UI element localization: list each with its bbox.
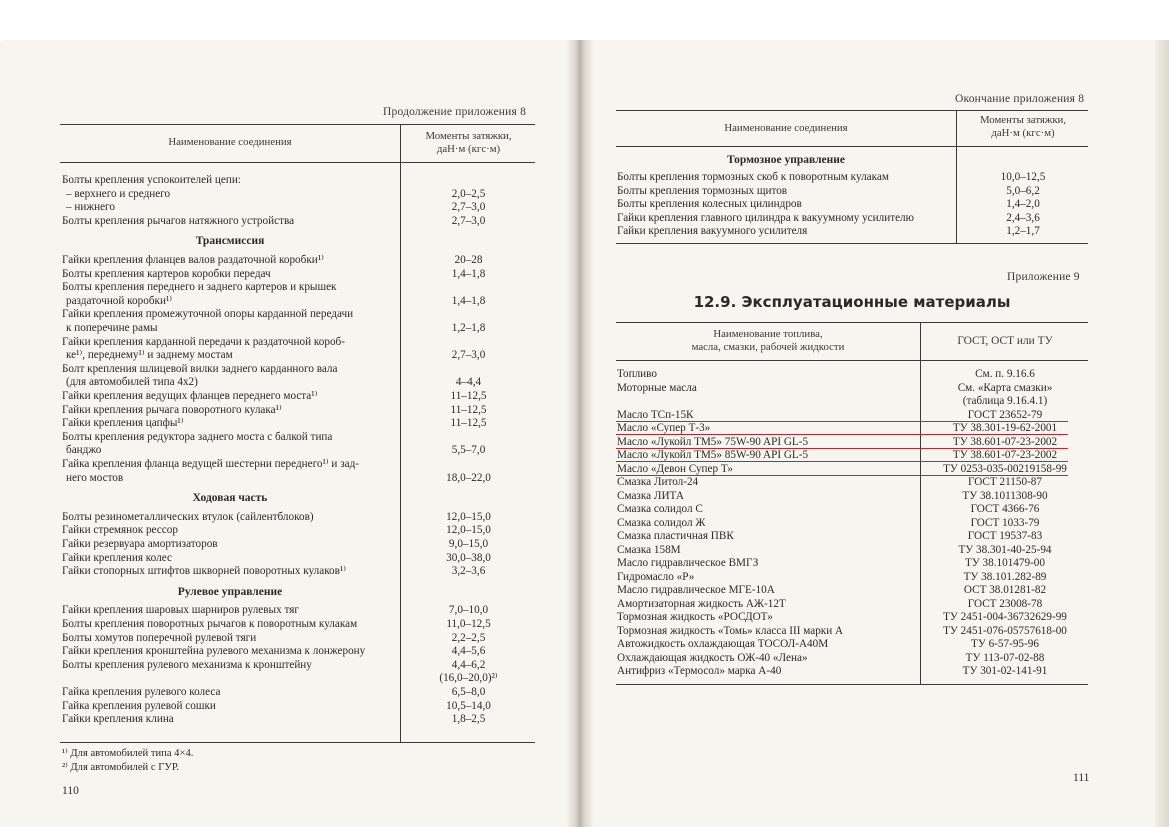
row-name: Смазка Литол-24	[617, 476, 699, 488]
row-value: 2,7–3,0	[451, 201, 486, 214]
table-row	[0, 489, 1169, 503]
row-name: Гайки резервуара амортизаторов	[62, 538, 218, 550]
appendix-9-label: Приложение 9	[1007, 271, 1080, 283]
row-value: ТУ 38.101.282-89	[963, 570, 1047, 583]
row-value: 2,7–3,0	[451, 349, 486, 362]
row-name: Масло «Лукойл ТМ5» 75W-90 API GL-5	[617, 435, 809, 448]
row-name: ке¹⁾, переднему¹⁾ и заднему мостам	[66, 349, 233, 362]
row-value: ОСТ 38.01281-82	[963, 584, 1047, 596]
row-value: 1,4–1,8	[451, 294, 486, 307]
footnote-2: ²⁾ Для автомобилей с ГУР.	[62, 762, 180, 773]
table-row	[0, 184, 1169, 198]
row-value: 10,0–12,5	[1000, 171, 1046, 183]
section-title: 12.9. Эксплуатационные материалы	[693, 293, 1011, 311]
left-col-torque-header	[402, 130, 535, 156]
row-value: 10,5–14,0	[446, 699, 491, 712]
row-value: См. «Карта смазки»	[957, 381, 1053, 394]
section-brake-control: Тормозное управление	[726, 154, 846, 166]
row-value: 5,5–7,0	[451, 444, 486, 457]
row-name: раздаточной коробки¹⁾	[66, 294, 173, 307]
table-row	[0, 197, 1169, 211]
table-row	[0, 610, 1169, 624]
left-page-number: 110	[62, 785, 79, 797]
materials-col-name-line2: масла, смазки, рабочей жидкости	[691, 341, 845, 353]
row-value: ГОСТ 23652-79	[967, 408, 1043, 421]
row-value: 4,4–6,2	[451, 658, 486, 671]
row-value: ТУ 38.601-07-23-2002	[952, 449, 1058, 461]
row-value: 2,4–3,6	[1006, 211, 1040, 224]
row-name: банджо	[66, 444, 102, 457]
table-row	[0, 211, 1169, 225]
row-name: Болты крепления переднего и заднего картеров и крышек	[62, 281, 337, 294]
row-value: ТУ 38.601-07-23-2002	[952, 435, 1058, 448]
row-value: ТУ 38.101479-00	[964, 557, 1045, 569]
right-col-torque-header	[958, 114, 1088, 140]
row-name: (для автомобилей типа 4х2)	[66, 376, 198, 389]
row-value: 5,0–6,2	[1006, 184, 1040, 197]
right-col-torque-header-line1: Моменты затяжки,	[979, 114, 1067, 126]
row-value: (16,0–20,0)²⁾	[439, 672, 498, 685]
row-value: 3,2–3,6	[451, 565, 486, 578]
row-name: Смазка пластичная ПВК	[617, 530, 734, 542]
row-value: 2,2–2,5	[451, 631, 486, 644]
row-value: ТУ 6-57-95-96	[971, 638, 1039, 650]
row-name: Гайки крепления колес	[62, 551, 172, 564]
table-row	[0, 321, 1169, 335]
right-table-top-rule	[616, 110, 1088, 111]
row-name: Смазка солидол Ж	[617, 516, 706, 529]
table-row	[0, 394, 1169, 408]
right-col-torque-header-line2: даН·м (кгс·м)	[991, 127, 1055, 139]
row-name: Болты резинометаллических втулок (сайлентблоков)	[62, 510, 314, 523]
row-name: Моторные масла	[617, 381, 697, 394]
row-value: ТУ 38.301-19-62-2001	[952, 422, 1058, 434]
row-name: Гайки крепления ведущих фланцев переднего моста¹⁾	[62, 390, 318, 402]
row-value: 4–4,4	[455, 376, 482, 389]
row-value: 7,0–10,0	[448, 604, 489, 617]
row-value: ТУ 301-02-141-91	[962, 665, 1048, 677]
right-col-name-header: Наименование соединения	[724, 122, 848, 134]
table-row	[0, 448, 1169, 462]
table-row	[0, 583, 1169, 597]
section-heading: Трансмиссия	[195, 235, 265, 248]
red-underline	[616, 421, 1068, 422]
section-heading: Рулевое управление	[177, 585, 283, 598]
left-table-bottom-rule	[60, 742, 535, 743]
row-name: Гидромасло «Р»	[617, 570, 695, 583]
table-row	[0, 624, 1169, 638]
row-name: Болты крепления тормозных скоб к поворотным кулакам	[617, 171, 889, 183]
table-row	[0, 543, 1169, 557]
row-name: Гайки крепления клина	[62, 713, 174, 726]
row-name: Масло «Супер Т-3»	[617, 422, 711, 434]
row-name: Болты крепления колесных цилиндров	[617, 198, 802, 210]
row-value: ТУ 38.1011308-90	[962, 489, 1048, 502]
table-row	[0, 556, 1169, 570]
table-row	[0, 367, 1169, 381]
row-name: Топливо	[617, 368, 657, 380]
row-name: Масло ТСп-15К	[617, 408, 694, 421]
table-row	[0, 224, 1169, 238]
row-name: Масло гидравлическое ВМГЗ	[617, 557, 759, 569]
table-row	[0, 699, 1169, 713]
left-col-torque-header-line1: Моменты затяжки,	[425, 130, 512, 142]
row-value: 11–12,5	[450, 417, 487, 430]
left-header-rule	[60, 162, 535, 163]
row-name: Болты крепления редуктора заднего моста с балкой типа	[62, 430, 333, 443]
row-name: Смазка 158М	[617, 543, 681, 556]
row-value: 18,0–22,0	[446, 471, 491, 484]
table-row	[0, 435, 1169, 449]
row-value: ГОСТ 23008-78	[967, 597, 1043, 610]
row-value: 1,2–1,8	[451, 322, 486, 334]
row-name: Амортизаторная жидкость АЖ-12Т	[617, 597, 786, 610]
row-name: Гайки крепления карданной передачи к раздаточной короб-	[62, 335, 345, 348]
row-name: Гайки стопорных штифтов шкворней поворотных кулаков¹⁾	[62, 565, 347, 578]
footnote-1: ¹⁾ Для автомобилей типа 4×4.	[62, 748, 194, 759]
row-name: Гайки крепления шаровых шарниров рулевых тяг	[62, 604, 299, 617]
left-col-torque-header-line2: даН·м (кгс·м)	[436, 143, 501, 155]
row-value: 4,4–5,6	[451, 645, 486, 658]
row-name: Гайка крепления рулевой сошки	[62, 699, 216, 712]
row-name: – верхнего и среднего	[66, 187, 171, 200]
table-row	[0, 664, 1169, 678]
row-value: 1,4–1,8	[451, 267, 486, 280]
materials-col-name-line1: Наименование топлива,	[713, 328, 823, 340]
row-value: 11,0–12,5	[446, 618, 491, 630]
row-name: Болты крепления тормозных щитов	[617, 184, 788, 197]
materials-table-bottom-rule	[616, 684, 1088, 685]
materials-header-rule	[616, 360, 1088, 361]
row-value: 12,0–15,0	[446, 510, 491, 523]
row-value: ГОСТ 4366-76	[970, 503, 1040, 515]
row-value: 20–28	[454, 254, 483, 266]
row-name: Гайки крепления промежуточной опоры карданной передачи	[62, 308, 354, 321]
red-underline	[616, 461, 1068, 462]
row-name: – нижнего	[66, 201, 115, 214]
row-name: Болты крепления успокоителей цепи:	[62, 174, 241, 186]
table-row	[0, 685, 1169, 699]
left-table-top-rule	[60, 124, 535, 125]
row-value: 12,0–15,0	[446, 524, 491, 537]
row-name: него мостов	[66, 471, 124, 484]
left-col-name-header: Наименование соединения	[168, 136, 292, 148]
table-row	[0, 381, 1169, 395]
materials-col-name-header	[616, 328, 920, 354]
materials-table-top-rule	[616, 322, 1088, 323]
row-name: Болт крепления шлицевой вилки заднего карданного вала	[62, 362, 338, 375]
left-running-head: Продолжение приложения 8	[383, 106, 527, 118]
row-value: ГОСТ 21150-87	[968, 476, 1042, 488]
right-header-rule	[616, 146, 1088, 147]
row-name: Гайки крепления цапфы¹⁾	[62, 417, 184, 430]
table-row	[0, 570, 1169, 584]
table-row	[0, 421, 1169, 435]
red-underline	[616, 448, 1068, 449]
row-name: Масло «Лукойл ТМ5» 85W-90 API GL-5	[617, 449, 809, 461]
row-value: 2,7–3,0	[451, 214, 486, 227]
row-name: Болты крепления картеров коробки передач	[62, 267, 271, 280]
table-row	[0, 637, 1169, 651]
table-row	[0, 408, 1169, 422]
row-name: Тормозная жидкость «Томь» класса III марки А	[617, 624, 844, 637]
row-value: 2,0–2,5	[451, 187, 486, 200]
table-row	[0, 253, 1169, 267]
row-name: Масло гидравлическое МГЕ-10А	[617, 584, 775, 596]
table-row	[0, 170, 1169, 184]
row-name: Болты крепления рычагов натяжного устройства	[62, 214, 295, 227]
row-value: 30,0–38,0	[446, 551, 491, 564]
row-name: Тормозная жидкость «РОСДОТ»	[617, 611, 773, 623]
table-row	[0, 502, 1169, 516]
row-value: ТУ 0253-035-00219158-99	[943, 462, 1067, 475]
brake-table-bottom-rule	[616, 243, 1088, 244]
table-row	[0, 529, 1169, 543]
table-row	[0, 267, 1169, 281]
row-name: Масло «Девон Супер Т»	[617, 462, 734, 475]
right-page-number: 111	[1073, 772, 1090, 784]
materials-col-gost-header: ГОСТ, ОСТ или ТУ	[957, 335, 1053, 347]
table-row	[0, 516, 1169, 530]
row-name: Смазка солидол С	[617, 503, 703, 515]
row-name: Антифриз «Термосол» марка А-40	[617, 665, 782, 677]
row-name: Гайки крепления главного цилиндра к вакуумному усилителю	[617, 211, 914, 224]
row-value: 6,5–8,0	[451, 686, 486, 698]
right-running-head: Окончание приложения 8	[955, 93, 1085, 105]
row-name: Гайки крепления фланцев валов раздаточной коробки¹⁾	[62, 254, 324, 266]
row-name: Гайки крепления вакуумного усилителя	[617, 225, 808, 237]
row-value: 11–12,5	[450, 403, 487, 416]
row-name: Автожидкость охлаждающая ТОСОЛ-А40М	[617, 638, 829, 650]
row-name: Гайка крепления фланца ведущей шестерни переднего¹⁾ и зад-	[62, 458, 359, 470]
row-value: ТУ 113-07-02-88	[965, 651, 1045, 664]
row-value: 11–12,5	[450, 390, 487, 402]
table-row	[0, 651, 1169, 665]
row-value: ГОСТ 1033-79	[970, 516, 1040, 529]
row-name: Охлаждающая жидкость ОЖ-40 «Лена»	[617, 651, 808, 664]
red-underline	[616, 434, 1068, 435]
row-name: Болты хомутов поперечной рулевой тяги	[62, 631, 257, 644]
row-name: Гайки крепления рычага поворотного кулака¹⁾	[62, 403, 282, 416]
row-value: 9,0–15,0	[448, 538, 489, 550]
red-underline	[616, 475, 1068, 476]
section-heading: Ходовая часть	[192, 492, 268, 505]
row-name: Гайки крепления кронштейна рулевого механизма к лонжерону	[62, 645, 366, 658]
row-name: Гайки стремянок рессор	[62, 524, 178, 537]
row-value: (таблица 9.16.4.1)	[962, 395, 1048, 407]
row-value: 1,2–1,7	[1006, 225, 1040, 237]
row-name: Смазка ЛИТА	[617, 489, 684, 502]
row-value: ТУ 2451-004-36732629-99	[943, 611, 1067, 623]
table-row	[0, 462, 1169, 476]
row-value: ТУ 2451-076-05757618-00	[943, 624, 1067, 637]
table-row	[0, 597, 1169, 611]
row-name: к поперечине рамы	[66, 322, 158, 334]
row-name: Болты крепления поворотных рычагов к поворотным кулакам	[62, 618, 358, 630]
row-name: Гайка крепления рулевого колеса	[62, 686, 221, 698]
row-value: ТУ 38.301-40-25-94	[958, 543, 1052, 556]
table-row	[0, 712, 1169, 726]
row-value: 1,8–2,5	[451, 713, 486, 726]
table-row	[0, 475, 1169, 489]
row-name: Болты крепления рулевого механизма к кронштейну	[62, 658, 312, 671]
row-value: См. п. 9.16.6	[975, 368, 1035, 380]
row-value: 1,4–2,0	[1006, 198, 1040, 210]
row-value: ГОСТ 19537-83	[967, 530, 1043, 542]
